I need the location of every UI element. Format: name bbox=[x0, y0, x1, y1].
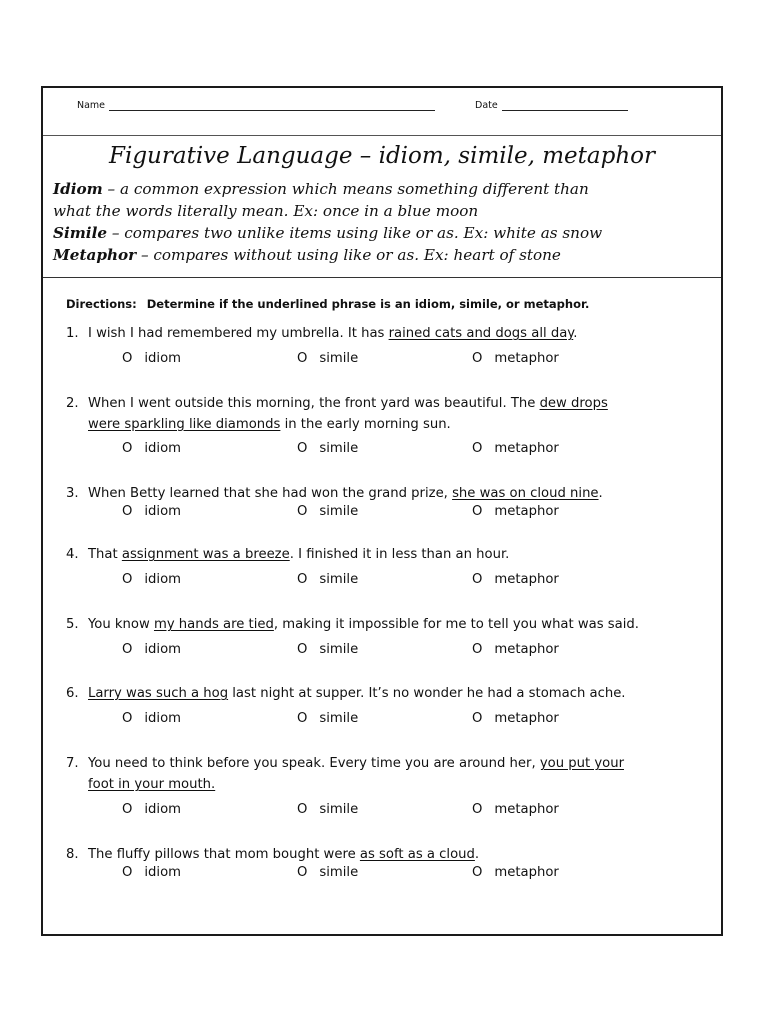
question-number: 1. bbox=[66, 326, 79, 341]
option-label: metaphor bbox=[494, 711, 559, 726]
answer-bubble[interactable]: O bbox=[472, 441, 483, 456]
answer-bubble[interactable]: O bbox=[122, 802, 133, 817]
date-label: Date bbox=[475, 100, 498, 111]
option-label: simile bbox=[319, 504, 359, 519]
option-label: metaphor bbox=[494, 802, 559, 817]
option-idiom[interactable] bbox=[122, 865, 181, 880]
option-label: idiom bbox=[144, 572, 182, 587]
question-text: The fluffy pillows that mom bought were bbox=[88, 847, 360, 862]
option-label: simile bbox=[319, 572, 359, 587]
question-1 bbox=[66, 323, 696, 344]
option-metaphor[interactable] bbox=[472, 572, 559, 587]
question-number: 5. bbox=[66, 617, 79, 632]
option-metaphor[interactable] bbox=[472, 711, 559, 726]
question-number: 7. bbox=[66, 756, 79, 771]
answer-options-7 bbox=[122, 802, 682, 822]
option-label: idiom bbox=[144, 711, 182, 726]
answer-bubble[interactable]: O bbox=[297, 711, 308, 726]
answer-bubble[interactable]: O bbox=[122, 351, 133, 366]
underlined-phrase: Larry was such a hog bbox=[88, 686, 229, 701]
option-label: idiom bbox=[144, 802, 182, 817]
question-5 bbox=[66, 614, 696, 635]
name-label: Name bbox=[77, 100, 106, 111]
definition-term: Metaphor bbox=[53, 246, 137, 264]
date-field bbox=[475, 100, 628, 111]
option-metaphor[interactable] bbox=[472, 441, 559, 456]
option-label: simile bbox=[319, 865, 359, 880]
option-label: metaphor bbox=[494, 865, 559, 880]
option-label: simile bbox=[319, 802, 359, 817]
option-label: metaphor bbox=[494, 351, 559, 366]
underlined-phrase: you put your bbox=[539, 756, 624, 771]
question-text: When Betty learned that she had won the grand prize, bbox=[88, 486, 453, 501]
question-text-end: . bbox=[598, 486, 603, 501]
worksheet-header bbox=[43, 136, 721, 278]
question-8 bbox=[66, 844, 696, 865]
question-4 bbox=[66, 544, 696, 565]
option-label: metaphor bbox=[494, 572, 559, 587]
underlined-phrase-cont: foot in your mouth. bbox=[88, 777, 216, 792]
answer-bubble[interactable]: O bbox=[122, 865, 133, 880]
answer-bubble[interactable]: O bbox=[122, 642, 133, 657]
question-text: You know bbox=[88, 617, 154, 632]
option-label: metaphor bbox=[494, 642, 559, 657]
question-number: 8. bbox=[66, 847, 79, 862]
answer-bubble[interactable]: O bbox=[122, 504, 133, 519]
answer-bubble[interactable]: O bbox=[122, 711, 133, 726]
definition-idiom-cont: what the words literally mean. Ex: once in a blue moon bbox=[53, 202, 479, 220]
question-text: When I went outside this morning, the front yard was beautiful. The bbox=[88, 396, 540, 411]
option-simile[interactable] bbox=[297, 351, 358, 366]
option-idiom[interactable] bbox=[122, 642, 181, 657]
question-3 bbox=[66, 483, 696, 504]
question-number: 3. bbox=[66, 486, 79, 501]
option-simile[interactable] bbox=[297, 572, 358, 587]
question-7 bbox=[66, 753, 696, 795]
underlined-phrase: as soft as a cloud bbox=[359, 847, 475, 862]
option-idiom[interactable] bbox=[122, 572, 181, 587]
answer-bubble[interactable]: O bbox=[297, 504, 308, 519]
question-number: 6. bbox=[66, 686, 79, 701]
question-number: 2. bbox=[66, 396, 79, 411]
answer-bubble[interactable]: O bbox=[472, 711, 483, 726]
question-text-end: , making it impossible for me to tell you what was said. bbox=[273, 617, 639, 632]
option-metaphor[interactable] bbox=[472, 351, 559, 366]
name-field bbox=[77, 100, 435, 111]
option-idiom[interactable] bbox=[122, 504, 181, 519]
worksheet bbox=[41, 86, 723, 936]
option-label: simile bbox=[319, 441, 359, 456]
underlined-phrase: assignment was a breeze bbox=[121, 547, 290, 562]
option-label: simile bbox=[319, 711, 359, 726]
option-simile[interactable] bbox=[297, 711, 358, 726]
answer-options-6 bbox=[122, 711, 682, 731]
answer-bubble[interactable]: O bbox=[472, 504, 483, 519]
answer-bubble[interactable]: O bbox=[297, 572, 308, 587]
answer-bubble[interactable]: O bbox=[472, 865, 483, 880]
question-text: I wish I had remembered my umbrella. It has bbox=[88, 326, 389, 341]
option-simile[interactable] bbox=[297, 504, 358, 519]
option-metaphor[interactable] bbox=[472, 642, 559, 657]
definition-text: – compares without using like or as. Ex: heart of stone bbox=[136, 246, 561, 264]
answer-bubble[interactable]: O bbox=[122, 441, 133, 456]
option-simile[interactable] bbox=[297, 865, 358, 880]
question-2 bbox=[66, 393, 696, 435]
name-line bbox=[109, 100, 435, 111]
answer-bubble[interactable]: O bbox=[297, 802, 308, 817]
answer-options-5 bbox=[122, 642, 682, 662]
directions-label: Directions: bbox=[66, 297, 137, 311]
answer-bubble[interactable]: O bbox=[297, 441, 308, 456]
answer-options-4 bbox=[122, 572, 682, 592]
definition-text: – a common expression which means something different than bbox=[102, 180, 589, 198]
option-label: idiom bbox=[144, 504, 182, 519]
option-label: simile bbox=[319, 351, 359, 366]
underlined-phrase: dew drops bbox=[539, 396, 608, 411]
underlined-phrase-cont: were sparkling like diamonds bbox=[88, 417, 281, 432]
underlined-phrase: she was on cloud nine bbox=[452, 486, 599, 501]
definition-text: – compares two unlike items using like or as. Ex: white as snow bbox=[107, 224, 603, 242]
option-label: metaphor bbox=[494, 504, 559, 519]
answer-bubble[interactable]: O bbox=[472, 802, 483, 817]
answer-options-8 bbox=[122, 865, 682, 885]
worksheet-title: Figurative Language – idiom, simile, metaphor bbox=[109, 143, 655, 169]
definition-idiom bbox=[53, 178, 589, 200]
question-text-end: . bbox=[573, 326, 578, 341]
definition-term: Idiom bbox=[53, 180, 103, 198]
question-text-end: . I finished it in less than an hour. bbox=[289, 547, 510, 562]
definition-simile bbox=[53, 222, 602, 244]
question-text-end: last night at supper. It’s no wonder he had a stomach ache. bbox=[228, 686, 626, 701]
answer-bubble[interactable]: O bbox=[297, 351, 308, 366]
option-metaphor[interactable] bbox=[472, 504, 559, 519]
answer-bubble[interactable]: O bbox=[472, 642, 483, 657]
name-date-row bbox=[43, 88, 721, 136]
option-idiom[interactable] bbox=[122, 351, 181, 366]
option-label: idiom bbox=[144, 865, 182, 880]
underlined-phrase: my hands are tied bbox=[153, 617, 274, 632]
option-metaphor[interactable] bbox=[472, 802, 559, 817]
date-line bbox=[502, 100, 628, 111]
question-text-end: in the early morning sun. bbox=[280, 417, 451, 432]
option-label: metaphor bbox=[494, 441, 559, 456]
directions-text: Determine if the underlined phrase is an idiom, simile, or metaphor. bbox=[146, 297, 590, 311]
underlined-phrase: rained cats and dogs all day bbox=[388, 326, 574, 341]
question-text: You need to think before you speak. Every time you are around her, bbox=[88, 756, 540, 771]
answer-options-2 bbox=[122, 441, 682, 461]
answer-bubble[interactable]: O bbox=[297, 865, 308, 880]
answer-bubble[interactable]: O bbox=[472, 351, 483, 366]
answer-bubble[interactable]: O bbox=[472, 572, 483, 587]
option-simile[interactable] bbox=[297, 441, 358, 456]
option-simile[interactable] bbox=[297, 802, 358, 817]
option-label: idiom bbox=[144, 351, 182, 366]
option-label: idiom bbox=[144, 642, 182, 657]
option-simile[interactable] bbox=[297, 642, 358, 657]
answer-bubble[interactable]: O bbox=[297, 642, 308, 657]
definition-metaphor bbox=[53, 244, 561, 266]
definition-term: Simile bbox=[53, 224, 108, 242]
question-number: 4. bbox=[66, 547, 79, 562]
option-label: simile bbox=[319, 642, 359, 657]
question-text: That bbox=[88, 547, 122, 562]
option-idiom[interactable] bbox=[122, 802, 181, 817]
answer-options-3 bbox=[122, 504, 682, 524]
option-label: idiom bbox=[144, 441, 182, 456]
option-idiom[interactable] bbox=[122, 441, 181, 456]
answer-bubble[interactable]: O bbox=[122, 572, 133, 587]
option-idiom[interactable] bbox=[122, 711, 181, 726]
question-6 bbox=[66, 683, 696, 704]
option-metaphor[interactable] bbox=[472, 865, 559, 880]
question-text-end: . bbox=[474, 847, 480, 862]
directions bbox=[66, 297, 589, 311]
answer-options-1 bbox=[122, 351, 682, 371]
